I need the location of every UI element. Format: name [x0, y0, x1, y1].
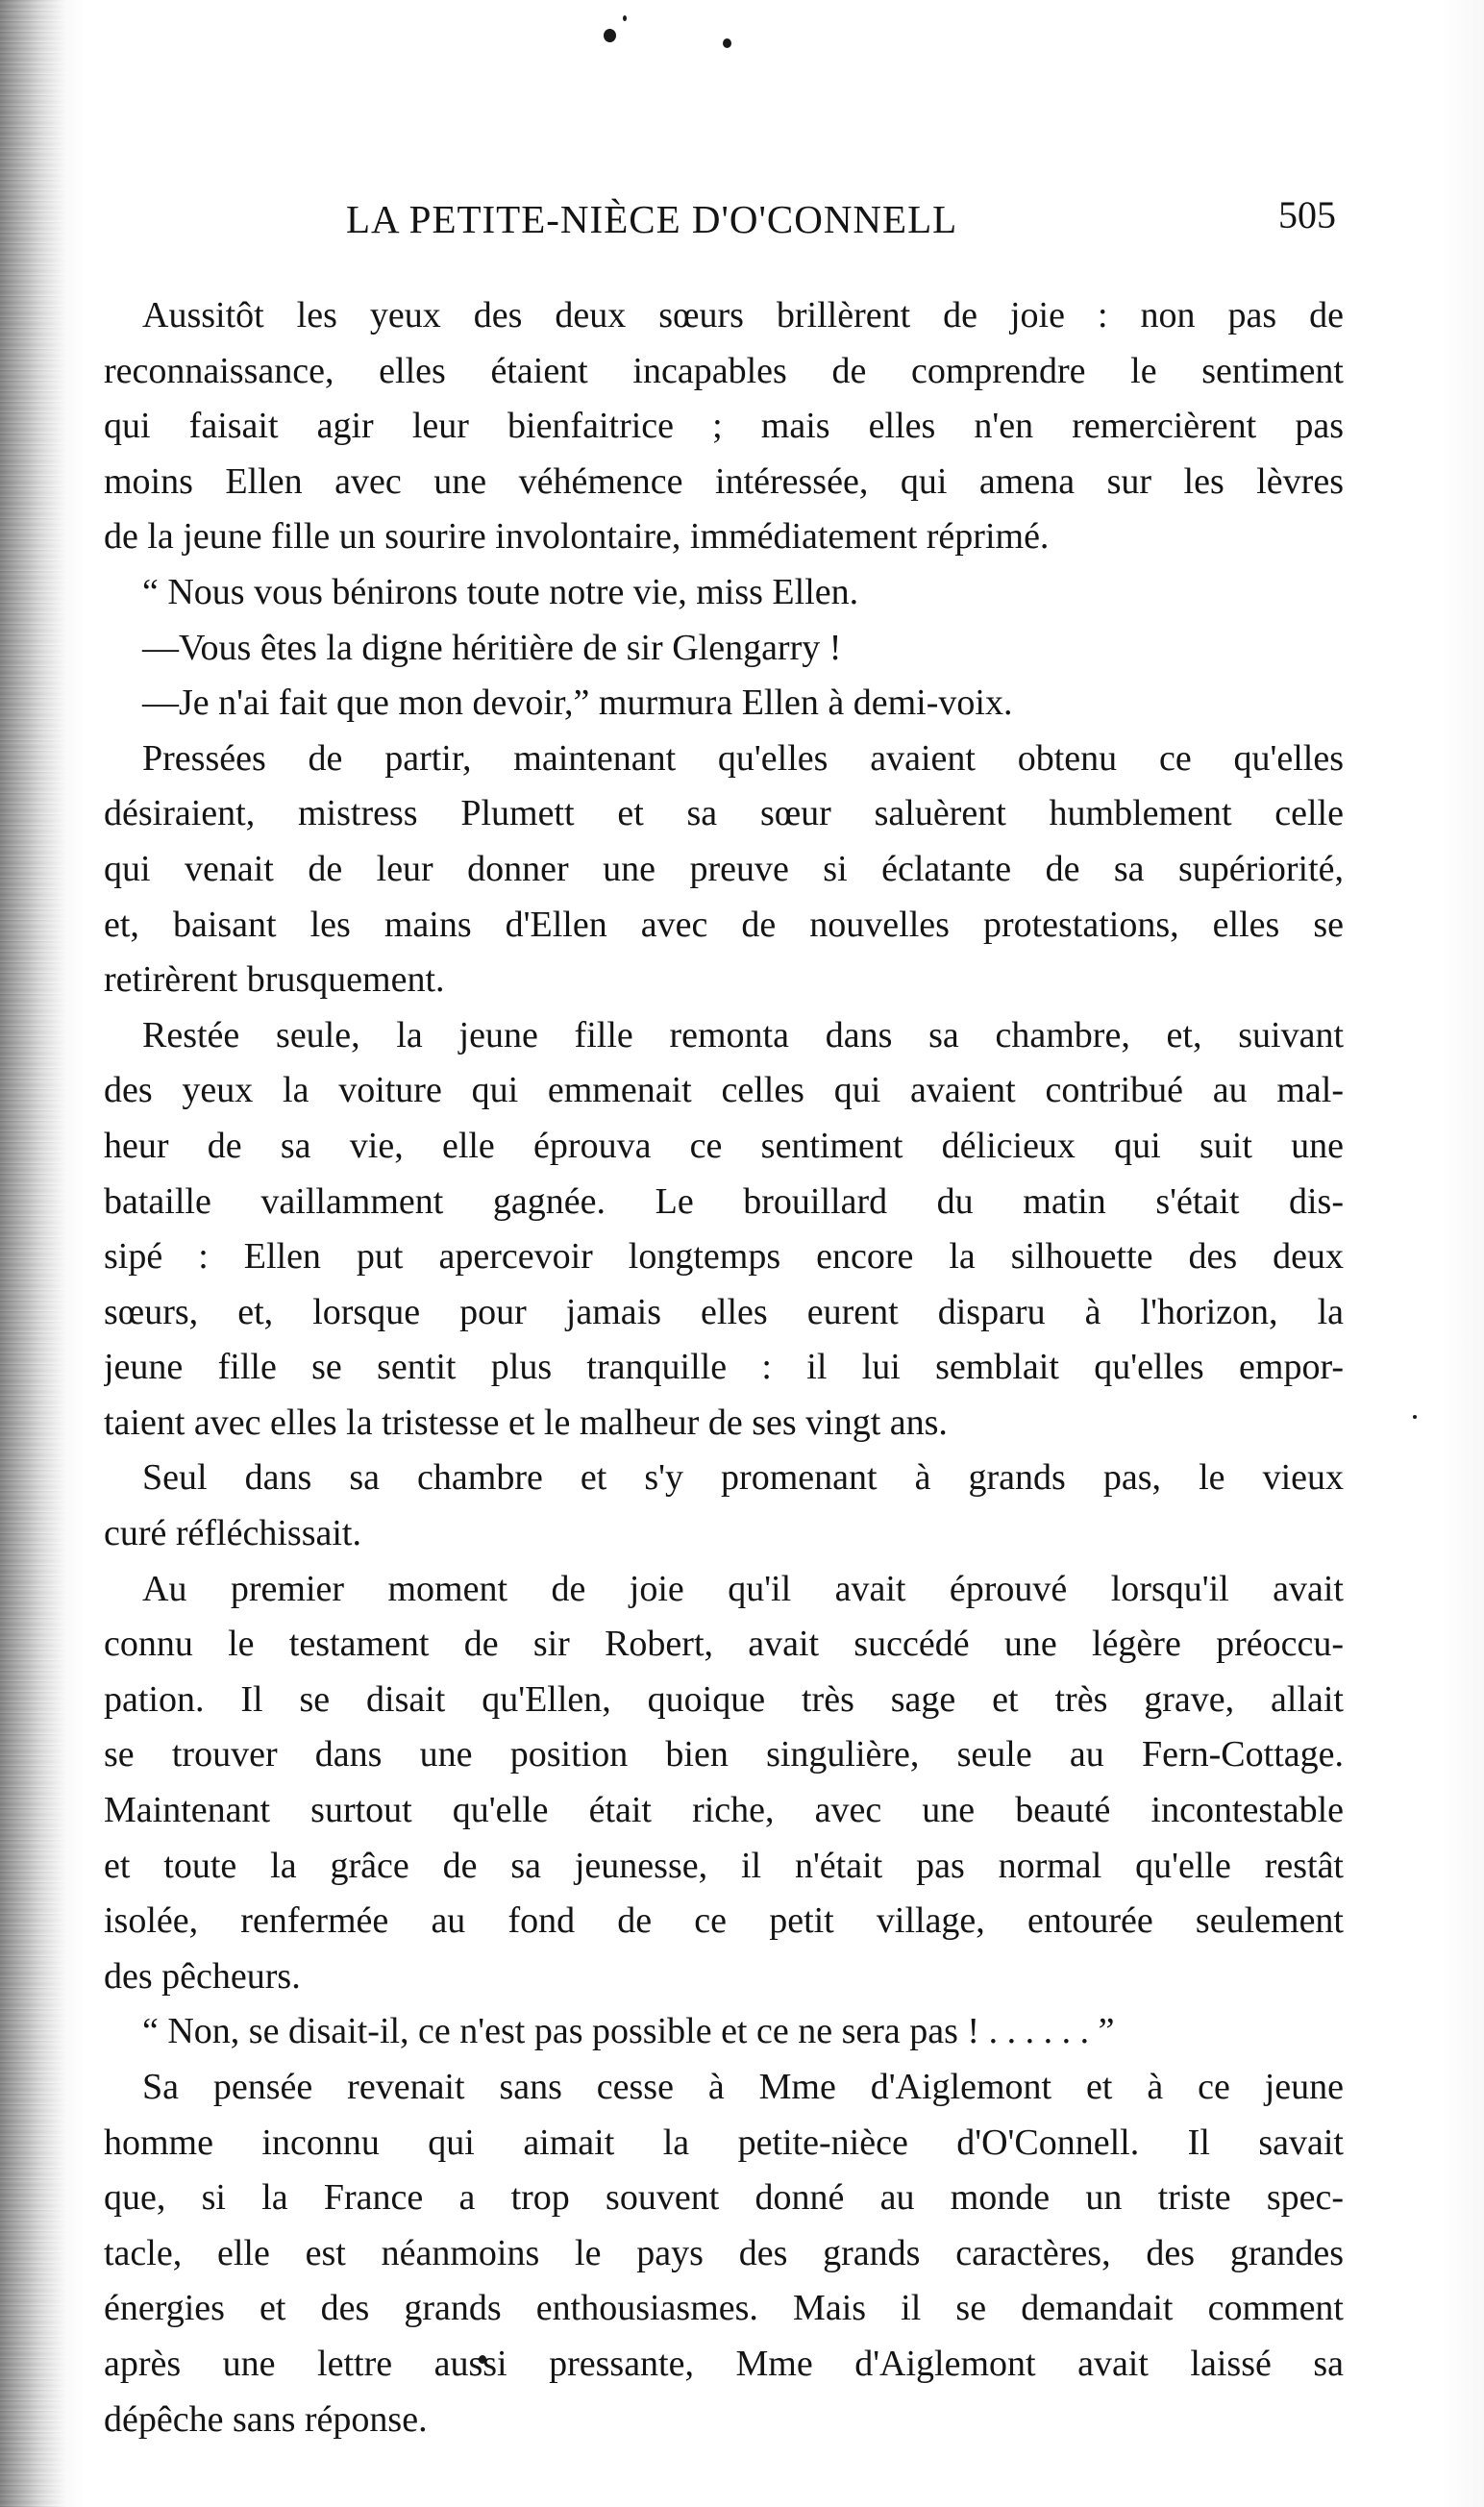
text-line: curé réfléchissait. [104, 1513, 361, 1554]
text-line: sipé : Ellen put apercevoir longtemps encore la silhouette des deux [104, 1236, 1344, 1278]
text-line: “ Nous vous bénirons toute notre vie, miss Ellen. [142, 571, 859, 612]
text-line: après une lettre aussi pressante, Mme d'Aiglemont avait laissé sa [104, 2343, 1344, 2384]
text-line: et toute la grâce de sa jeunesse, il n'était pas normal qu'elle restât [104, 1845, 1344, 1886]
text-line: dépêche sans réponse. [104, 2398, 428, 2440]
text-line: que, si la France a trop souvent donné au monde un triste spec- [104, 2177, 1344, 2219]
text-line: reconnaissance, elles étaient incapables de comprendre le sentiment [104, 350, 1344, 391]
text-line: bataille vaillamment gagnée. Le brouillard du matin s'était dis- [104, 1180, 1344, 1222]
text-line: énergies et des grands enthousiasmes. Mais il se demandait comment [104, 2288, 1344, 2329]
page-header [346, 192, 1336, 250]
ink-speck [604, 29, 616, 42]
text-line: taient avec elles la tristesse et le malheur de ses vingt ans. [104, 1402, 948, 1443]
text-line: “ Non, se disait-il, ce n'est pas possible et ce ne sera pas ! . . . . . . ” [142, 2011, 1115, 2052]
text-line: et, baisant les mains d'Ellen avec de nouvelles protestations, elles se [104, 904, 1344, 945]
text-line: Seul dans sa chambre et s'y promenant à grands pas, le vieux [142, 1457, 1344, 1499]
text-line: —Vous êtes la digne héritière de sir Glengarry ! [142, 627, 842, 668]
body-text [104, 288, 1344, 2447]
text-line: se trouver dans une position bien singulière, seule au Fern-Cottage. [104, 1734, 1344, 1775]
text-line: tacle, elle est néanmoins le pays des grands caractères, des grandes [104, 2232, 1344, 2273]
text-line: moins Ellen avec une véhémence intéressée, qui amena sur les lèvres [104, 460, 1344, 502]
text-line: homme inconnu qui aimait la petite-nièce d'O'Connell. Il savait [104, 2122, 1344, 2163]
ink-speck [723, 38, 731, 48]
text-line: des yeux la voiture qui emmenait celles qui avaient contribué au mal- [104, 1070, 1344, 1111]
text-line: jeune fille se sentit plus tranquille : il lui semblait qu'elles empor- [104, 1347, 1344, 1388]
text-line: Pressées de partir, maintenant qu'elles avaient obtenu ce qu'elles [142, 737, 1344, 779]
text-line: Au premier moment de joie qu'il avait éprouvé lorsqu'il avait [142, 1568, 1344, 1609]
text-line: de la jeune fille un sourire involontaire, immédiatement réprimé. [104, 516, 1050, 558]
page-number: 505 [1278, 193, 1336, 236]
text-line: retirèrent brusquement. [104, 959, 445, 1001]
text-line: qui venait de leur donner une preuve si éclatante de sa supériorité, [104, 848, 1344, 889]
text-line: connu le testament de sir Robert, avait succédé une légère préoccu- [104, 1624, 1344, 1665]
running-title: LA PETITE-NIÈCE D'O'CONNELL [346, 197, 958, 241]
text-line: isolée, renfermée au fond de ce petit village, entourée seulement [104, 1900, 1344, 1942]
text-line: Maintenant surtout qu'elle était riche, avec une beauté incontestable [104, 1790, 1344, 1831]
ink-speck [623, 15, 627, 21]
text-line: désiraient, mistress Plumett et sa sœur saluèrent humblement celle [104, 793, 1344, 834]
text-line: Sa pensée revenait sans cesse à Mme d'Aiglemont et à ce jeune [142, 2067, 1344, 2107]
text-line: pation. Il se disait qu'Ellen, quoique très sage et très grave, allait [104, 1678, 1344, 1720]
text-line: sœurs, et, lorsque pour jamais elles eurent disparu à l'horizon, la [104, 1291, 1344, 1332]
ink-speck [1413, 1415, 1417, 1419]
text-line: heur de sa vie, elle éprouva ce sentiment délicieux qui suit une [104, 1125, 1344, 1166]
text-line: qui faisait agir leur bienfaitrice ; mais elles n'en remercièrent pas [104, 406, 1344, 447]
text-line: —Je n'ai fait que mon devoir,” murmura Ellen à demi-voix. [142, 683, 1013, 724]
binding-edge-shadow [0, 0, 67, 2507]
text-line: des pêcheurs. [104, 1955, 301, 1997]
text-line: Restée seule, la jeune fille remonta dans sa chambre, et, suivant [142, 1014, 1344, 1055]
text-line: Aussitôt les yeux des deux sœurs brillèrent de joie : non pas de [142, 295, 1344, 335]
